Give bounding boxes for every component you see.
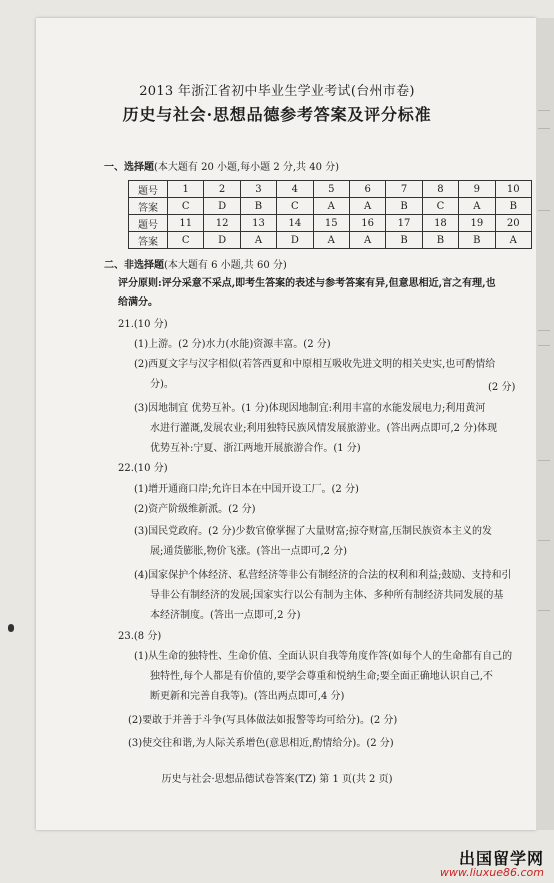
punch-mark	[8, 624, 14, 632]
row-header-cell: 题号	[129, 181, 168, 198]
answer-cell: C	[277, 198, 313, 215]
answer-cell: 2	[204, 181, 240, 198]
answer-cell: A	[459, 198, 495, 215]
watermark-logo-text: 出国留学网	[458, 849, 544, 868]
q22-line: (2)资产阶级维新派。(2 分)	[134, 504, 256, 515]
exam-title: 2013 年浙江省初中毕业生学业考试(台州市卷)	[139, 84, 415, 99]
q21-line: 优势互补:宁夏、浙江两地开展旅游合作。(1 分)	[150, 443, 361, 454]
answer-cell: C	[168, 232, 204, 249]
answer-cell: 12	[204, 215, 240, 232]
answer-cell: 3	[240, 181, 276, 198]
q22-line: (3)国民党政府。(2 分)少数官僚掌握了大量财富;掠夺财富,压制民族资本主义的发	[134, 526, 493, 537]
q23-line: 独特性,每个人都是有价值的,要学会尊重和悦纳生命;要全面正确地认识自己,不	[150, 671, 493, 682]
q22-line: 本经济制度。(答出一点即可,2 分)	[150, 610, 301, 621]
answer-cell: 18	[422, 215, 458, 232]
answer-cell: A	[313, 198, 349, 215]
answer-cell: C	[422, 198, 458, 215]
row-header-cell: 答案	[129, 232, 168, 249]
answer-table-row	[129, 215, 532, 232]
answer-cell: B	[240, 198, 276, 215]
answer-cell: 4	[277, 181, 313, 198]
answer-cell: 7	[386, 181, 422, 198]
q22-heading: 22.(10 分)	[118, 463, 168, 474]
q21-line: 分)。	[150, 379, 174, 390]
q21-line: (3)因地制宜 优势互补。(1 分)体现因地制宜:利用丰富的水能发展电力;利用黄河	[134, 403, 486, 414]
answer-cell: B	[495, 198, 531, 215]
q23-line: (3)使交往和谐,为人际关系增色(意思相近,酌情给分)。(2 分)	[128, 738, 394, 749]
section2-heading: 二、非选择题(本大题有 6 小题,共 60 分)	[104, 260, 287, 271]
answer-cell: A	[349, 198, 385, 215]
row-header-cell: 题号	[129, 215, 168, 232]
answer-cell: 17	[386, 215, 422, 232]
q22-line: (1)增开通商口岸;允许日本在中国开设工厂。(2 分)	[134, 484, 359, 495]
answer-table-row	[129, 232, 532, 249]
row-header-cell: 答案	[129, 198, 168, 215]
answer-cell: D	[277, 232, 313, 249]
q21-line: (2)西夏文字与汉字相似(若答西夏和中原相互吸收先进文明的相关史实,也可酌情给	[134, 359, 496, 370]
exam-subtitle: 历史与社会·思想品德参考答案及评分标准	[122, 105, 432, 124]
answer-cell: A	[349, 232, 385, 249]
q23-line: (1)从生命的独特性、生命价值、全面认识自我等角度作答(如每个人的生命都有自己的	[134, 651, 513, 662]
answer-cell: A	[313, 232, 349, 249]
q23-heading: 23.(8 分)	[118, 631, 162, 642]
scoring-principle-line2: 给满分。	[118, 297, 158, 308]
q21-score: (2 分)	[488, 382, 516, 393]
answer-cell: 13	[240, 215, 276, 232]
answer-cell: D	[204, 198, 240, 215]
q21-heading: 21.(10 分)	[118, 319, 168, 330]
answer-cell: D	[204, 232, 240, 249]
answer-cell: 10	[495, 181, 531, 198]
page-footer: 历史与社会·思想品德试卷答案(TZ) 第 1 页(共 2 页)	[161, 774, 393, 785]
answer-table	[128, 180, 532, 249]
q21-line: 水进行灌溉,发展农业;利用独特民族风情发展旅游业。(答出两点即可,2 分)体现	[150, 423, 498, 434]
answer-table-row	[129, 181, 532, 198]
answer-cell: 20	[495, 215, 531, 232]
answer-cell: C	[168, 198, 204, 215]
answer-cell: 9	[459, 181, 495, 198]
q21-line: (1)上游。(2 分)水力(水能)资源丰富。(2 分)	[134, 339, 331, 350]
next-page-edge	[536, 18, 554, 830]
answer-cell: 5	[313, 181, 349, 198]
answer-cell: 15	[313, 215, 349, 232]
q22-line: 导非公有制经济的发展;国家实行以公有制为主体、多种所有制经济共同发展的基	[150, 590, 504, 601]
answer-cell: B	[386, 198, 422, 215]
scoring-principle-line1: 评分原则:评分采意不采点,即考生答案的表述与参考答案有异,但意思相近,言之有理,也	[118, 278, 496, 289]
answer-cell: 8	[422, 181, 458, 198]
answer-cell: 16	[349, 215, 385, 232]
q23-line: 断更新和完善自我等)。(答出两点即可,4 分)	[150, 691, 345, 702]
answer-cell: 11	[168, 215, 204, 232]
watermark-url: www.liuxue86.com	[439, 866, 544, 879]
answer-cell: 19	[459, 215, 495, 232]
answer-cell: B	[459, 232, 495, 249]
answer-cell: 1	[168, 181, 204, 198]
q23-line: (2)要敢于并善于斗争(写具体做法如报警等均可给分)。(2 分)	[128, 715, 398, 726]
q22-line: (4)国家保护个体经济、私营经济等非公有制经济的合法的权利和利益;鼓励、支持和引	[134, 570, 512, 581]
answer-cell: 14	[277, 215, 313, 232]
q22-line: 展;通货膨胀,物价飞涨。(答出一点即可,2 分)	[150, 546, 348, 557]
answer-cell: B	[422, 232, 458, 249]
answer-cell: A	[495, 232, 531, 249]
answer-table-row	[129, 198, 532, 215]
answer-cell: A	[240, 232, 276, 249]
section1-heading: 一、选择题(本大题有 20 小题,每小题 2 分,共 40 分)	[104, 162, 340, 173]
answer-cell: 6	[349, 181, 385, 198]
answer-cell: B	[386, 232, 422, 249]
